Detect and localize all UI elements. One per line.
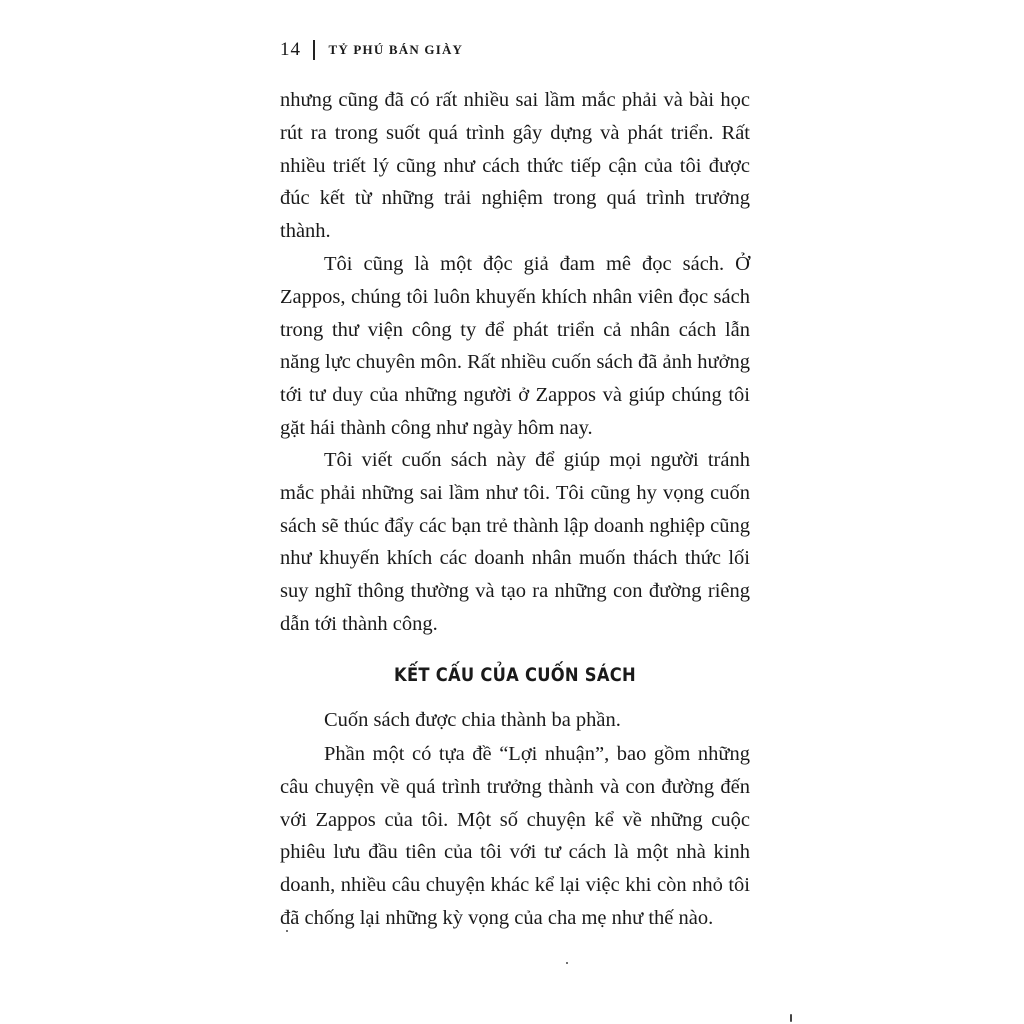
header-divider [313, 40, 315, 60]
running-header [280, 36, 463, 64]
page-number: 14 [280, 39, 301, 60]
paragraph-reader: Tôi cũng là một độc giả đam mê đọc sách. Ở Zappos, chúng tôi luôn khuyến khích nhân viên đọc sách trong thư viện công ty để phát triển cả nhân cách lẫn năng lực chuyên môn. Rất nhiều cuốn sách đã ảnh hưởng tới tư duy của những người ở Zappos và giúp chúng tôi gặt hái thành công như ngày hôm nay. [280, 253, 750, 439]
paragraph-three-parts: Cuốn sách được chia thành ba phần. [324, 709, 621, 731]
paragraph-purpose: Tôi viết cuốn sách này để giúp mọi người tránh mắc phải những sai lầm như tôi. Tôi cũng hy vọng cuốn sách sẽ thúc đẩy các bạn trẻ thành lập doanh nghiệp cũng như khuyến khích các doanh nhân muốn thách thức lối suy nghĩ thông thường và tạo ra những con đường riêng dẫn tới thành công. [280, 449, 750, 635]
book-title: TỶ PHÚ BÁN GIÀY [328, 42, 464, 57]
section-heading: KẾT CẤU CỦA CUỐN SÁCH [394, 664, 636, 686]
paragraph-part-one: Phần một có tựa đề “Lợi nhuận”, bao gồm những câu chuyện về quá trình trưởng thành và con đường đến với Zappos của tôi. Một số chuyện kể về những cuộc phiêu lưu đầu tiên của tôi với tư cách là một nhà kinh doanh, nhiều câu chuyện khác kể lại việc khi còn nhỏ tôi đã chống lại những kỳ vọng của cha mẹ như thế nào. [280, 743, 750, 929]
paper-speck [286, 930, 288, 932]
paper-speck [566, 962, 568, 964]
paragraph-continued: nhưng cũng đã có rất nhiều sai lầm mắc phải và bài học rút ra trong suốt quá trình gây dựng và phát triển. Rất nhiều triết lý cũng như cách thức tiếp cận của tôi được đúc kết từ những trải nghiệm trong quá trình trưởng thành. [280, 89, 750, 243]
paper-speck [790, 1014, 792, 1022]
